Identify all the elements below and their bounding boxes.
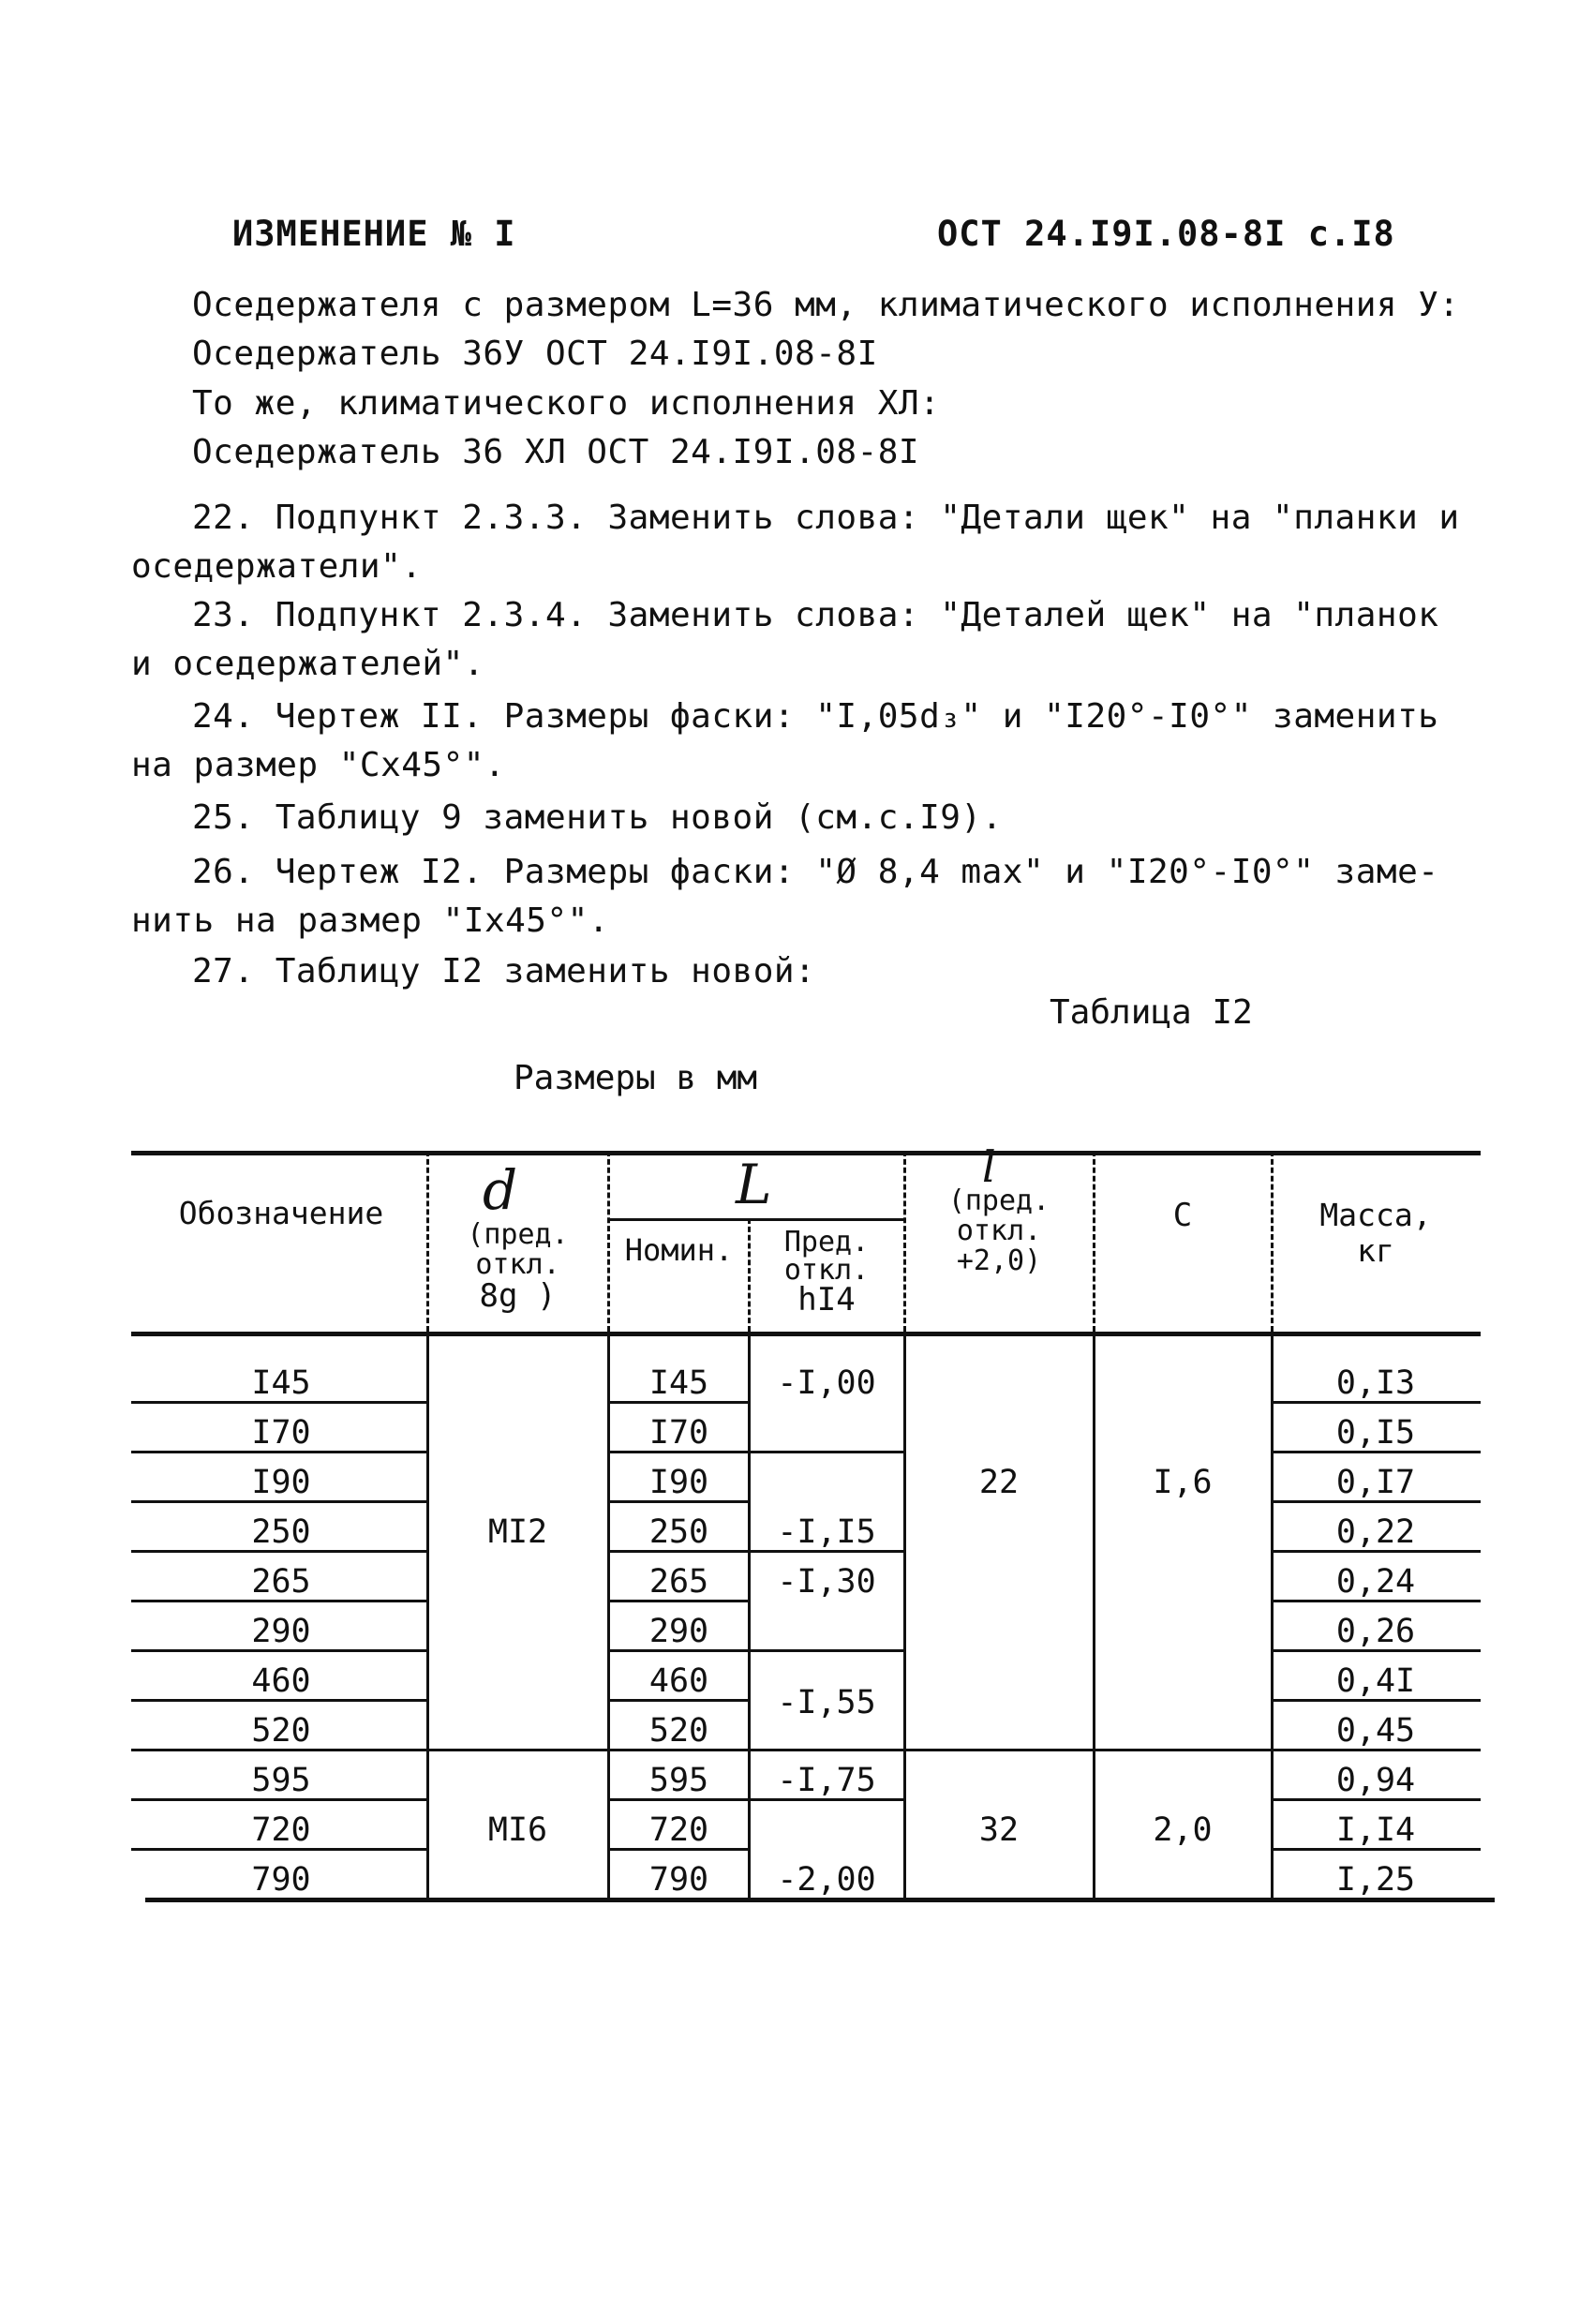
header-l-note: откл.	[956, 1214, 1042, 1247]
cell-designation: I90	[251, 1464, 311, 1501]
column-divider	[1093, 1332, 1095, 1898]
group-separator	[426, 1749, 607, 1751]
deviation-separator	[748, 1451, 903, 1453]
column-divider	[426, 1332, 429, 1898]
cell-mass: I,I4	[1335, 1811, 1416, 1849]
cell-mass: I,25	[1335, 1861, 1416, 1899]
cell-mass: 0,I3	[1335, 1364, 1416, 1402]
cell-designation: 250	[251, 1513, 311, 1551]
cell-mass: 0,I5	[1335, 1414, 1416, 1452]
cell-L-nominal: 265	[648, 1563, 709, 1601]
cell-d-group: МI6	[487, 1811, 548, 1849]
cell-L-nominal: 460	[648, 1662, 709, 1700]
cell-mass: 0,22	[1335, 1513, 1416, 1551]
header-L-deviation: откл.	[783, 1254, 870, 1287]
cell-L-nominal: 290	[648, 1613, 709, 1650]
cell-l-group: 22	[978, 1464, 1020, 1501]
cell-L-deviation: -I,30	[777, 1563, 876, 1601]
column-divider	[1271, 1151, 1274, 1332]
cell-L-nominal: 250	[648, 1513, 709, 1551]
header-l-symbol: l	[982, 1141, 996, 1192]
text-line: 22. Подпункт 2.3.3. Заменить слова: "Детали щек" на "планки и	[192, 499, 1460, 537]
text-line: То же, климатического исполнения ХЛ:	[192, 384, 941, 423]
header-c: С	[1172, 1197, 1193, 1234]
cell-c-group: I,6	[1153, 1464, 1213, 1501]
header-d-note: 8g )	[479, 1277, 557, 1315]
header-l-note: +2,0)	[956, 1244, 1042, 1277]
column-divider	[903, 1151, 906, 1332]
cell-mass: 0,I7	[1335, 1464, 1416, 1501]
cell-mass: 0,45	[1335, 1712, 1416, 1750]
cell-L-nominal: 720	[648, 1811, 709, 1849]
column-divider	[607, 1332, 610, 1898]
header-subdivider	[607, 1218, 903, 1221]
cell-c-group: 2,0	[1153, 1811, 1213, 1849]
group-separator	[903, 1749, 1271, 1751]
header-d-note: откл.	[475, 1248, 560, 1281]
header-mass: кг	[1357, 1232, 1394, 1269]
header-bottom-border	[131, 1332, 1481, 1336]
cell-L-deviation: -I,I5	[777, 1513, 876, 1551]
header-L-nominal: Номин.	[624, 1232, 734, 1268]
header-L-deviation: hI4	[797, 1281, 856, 1318]
header-l-note: (пред.	[947, 1184, 1050, 1217]
deviation-separator	[748, 1649, 903, 1652]
cell-mass: 0,94	[1335, 1762, 1416, 1799]
cell-L-nominal: 520	[648, 1712, 709, 1750]
text-line: Оседержатель 36 ХЛ ОСТ 24.I9I.08-8I	[192, 433, 920, 471]
cell-mass: 0,24	[1335, 1563, 1416, 1601]
standard-reference: ОСТ 24.I9I.08-8I с.I8	[937, 214, 1395, 254]
text-line: и оседержателей".	[131, 645, 484, 683]
table-top-border	[131, 1151, 1481, 1155]
cell-L-nominal: I70	[648, 1414, 709, 1452]
column-divider	[1271, 1332, 1274, 1898]
header-designation: Обозначение	[178, 1195, 384, 1231]
cell-designation: 720	[251, 1811, 311, 1849]
table-caption: Таблица I2	[1050, 993, 1253, 1032]
cell-designation: 265	[251, 1563, 311, 1601]
cell-L-nominal: 790	[648, 1861, 709, 1899]
cell-designation: I70	[251, 1414, 311, 1452]
text-line: оседержатели".	[131, 547, 423, 586]
header-d-symbol: d	[483, 1158, 518, 1222]
text-line: 25. Таблицу 9 заменить новой (см.с.I9).	[192, 798, 1003, 837]
text-line: на размер "Сх45°".	[131, 746, 506, 784]
units-caption: Размеры в мм	[514, 1059, 758, 1097]
text-line: Оседержатель 36У ОСТ 24.I9I.08-8I	[192, 335, 878, 373]
column-divider	[748, 1218, 751, 1332]
change-number: ИЗМЕНЕНИЕ № I	[232, 214, 516, 254]
cell-L-deviation: -I,55	[777, 1684, 876, 1721]
text-line: 26. Чертеж I2. Размеры фаски: "Ø 8,4 max" и "I20°-I0°" заме-	[192, 853, 1439, 891]
cell-L-deviation: -I,75	[777, 1762, 876, 1799]
text-line: 24. Чертеж II. Размеры фаски: "I,05d₃" и "I20°-I0°" заменить	[192, 697, 1439, 736]
header-L-symbol: L	[736, 1153, 772, 1216]
text-line: 27. Таблицу I2 заменить новой:	[192, 952, 816, 991]
cell-L-nominal: I90	[648, 1464, 709, 1501]
cell-designation: 520	[251, 1712, 311, 1750]
cell-L-nominal: I45	[648, 1364, 709, 1402]
column-divider	[1093, 1151, 1095, 1332]
cell-mass: 0,26	[1335, 1613, 1416, 1650]
cell-l-group: 32	[978, 1811, 1020, 1849]
cell-L-deviation: -I,00	[777, 1364, 876, 1402]
cell-L-nominal: 595	[648, 1762, 709, 1799]
cell-designation: I45	[251, 1364, 311, 1402]
text-line: Оседержателя с размером L=36 мм, климатического исполнения У:	[192, 286, 1460, 324]
text-line: 23. Подпункт 2.3.4. Заменить слова: "Деталей щек" на "планок	[192, 596, 1439, 634]
cell-d-group: МI2	[487, 1513, 548, 1551]
cell-designation: 290	[251, 1613, 311, 1650]
text-line: нить на размер "Iх45°".	[131, 901, 609, 940]
column-divider	[748, 1332, 751, 1898]
cell-designation: 595	[251, 1762, 311, 1799]
column-divider	[607, 1151, 610, 1332]
header-d-note: (пред.	[467, 1218, 569, 1251]
cell-mass: 0,4I	[1335, 1662, 1416, 1700]
deviation-separator	[748, 1749, 903, 1751]
header-mass: Масса,	[1319, 1197, 1432, 1233]
column-divider	[903, 1332, 906, 1898]
column-divider	[426, 1151, 429, 1332]
cell-designation: 460	[251, 1662, 311, 1700]
cell-designation: 790	[251, 1861, 311, 1899]
cell-L-deviation: -2,00	[777, 1861, 876, 1899]
header-L-deviation: Пред.	[783, 1226, 870, 1259]
